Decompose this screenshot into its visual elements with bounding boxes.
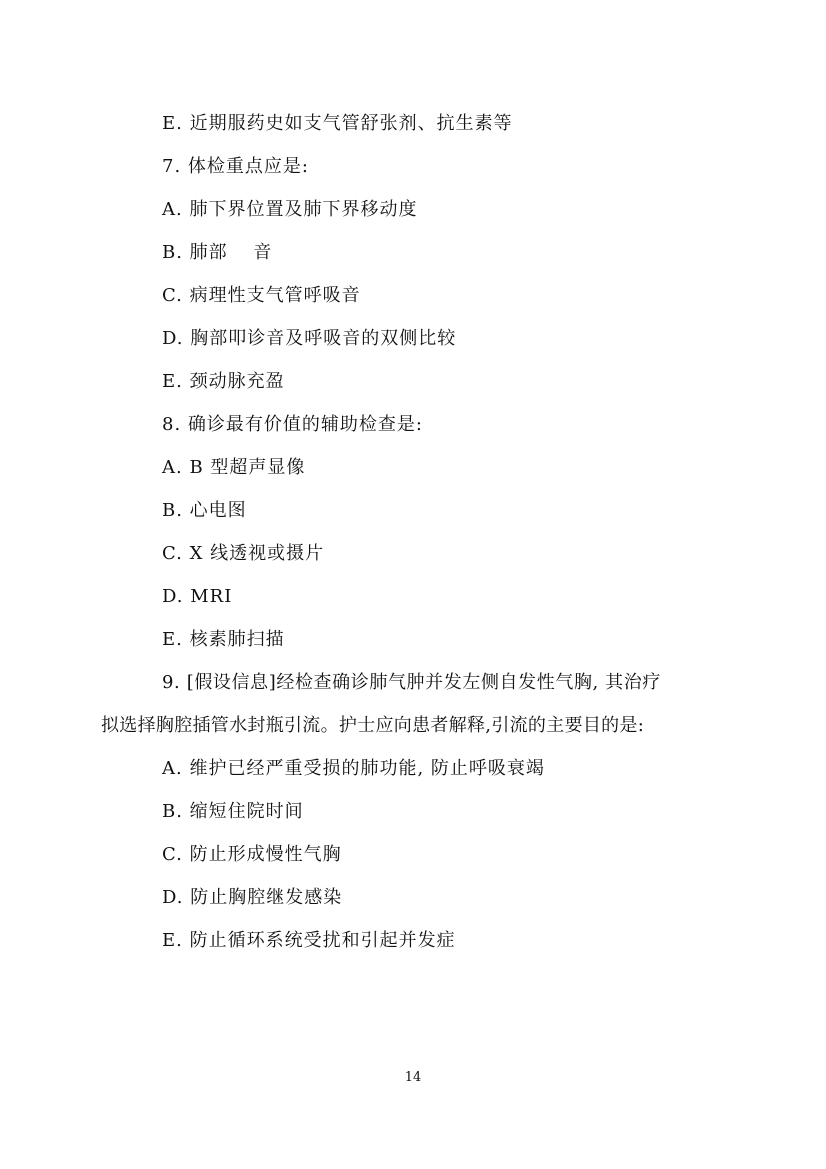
question-9-line-1: 9. [假设信息]经检查确诊肺气肿并发左侧自发性气胸, 其治疗: [162, 672, 661, 693]
q8-option-d: D. MRI: [162, 586, 233, 607]
q9-option-a: A. 维护已经严重受损的肺功能, 防止呼吸衰竭: [162, 758, 545, 779]
q8-option-a: A. B 型超声显像: [162, 457, 306, 478]
q7-option-d: D. 胸部叩诊音及呼吸音的双侧比较: [162, 328, 457, 349]
q9-option-e: E. 防止循环系统受扰和引起并发症: [162, 930, 456, 951]
page-number: 14: [404, 1070, 422, 1085]
q8-option-c: C. X 线透视或摄片: [162, 543, 325, 564]
q7-option-c: C. 病理性支气管呼吸音: [162, 285, 361, 306]
q8-option-e: E. 核素肺扫描: [162, 629, 285, 650]
question-9-line-2: 拟选择胸腔插管水封瓶引流。护士应向患者解释,引流的主要目的是:: [101, 715, 645, 736]
q9-option-c: C. 防止形成慢性气胸: [162, 844, 342, 865]
q8-option-b: B. 心电图: [162, 500, 247, 521]
option-e-medication-history: E. 近期服药史如支气管舒张剂、抗生素等: [162, 113, 513, 134]
q7-option-e: E. 颈动脉充盈: [162, 371, 285, 392]
q7-option-b: B. 肺部 音: [162, 242, 273, 263]
q9-option-b: B. 缩短住院时间: [162, 801, 304, 822]
q9-option-d: D. 防止胸腔继发感染: [162, 887, 343, 908]
question-8: 8. 确诊最有价值的辅助检查是:: [162, 414, 423, 435]
q7-option-a: A. 肺下界位置及肺下界移动度: [162, 199, 418, 220]
question-7: 7. 体检重点应是:: [162, 156, 309, 177]
